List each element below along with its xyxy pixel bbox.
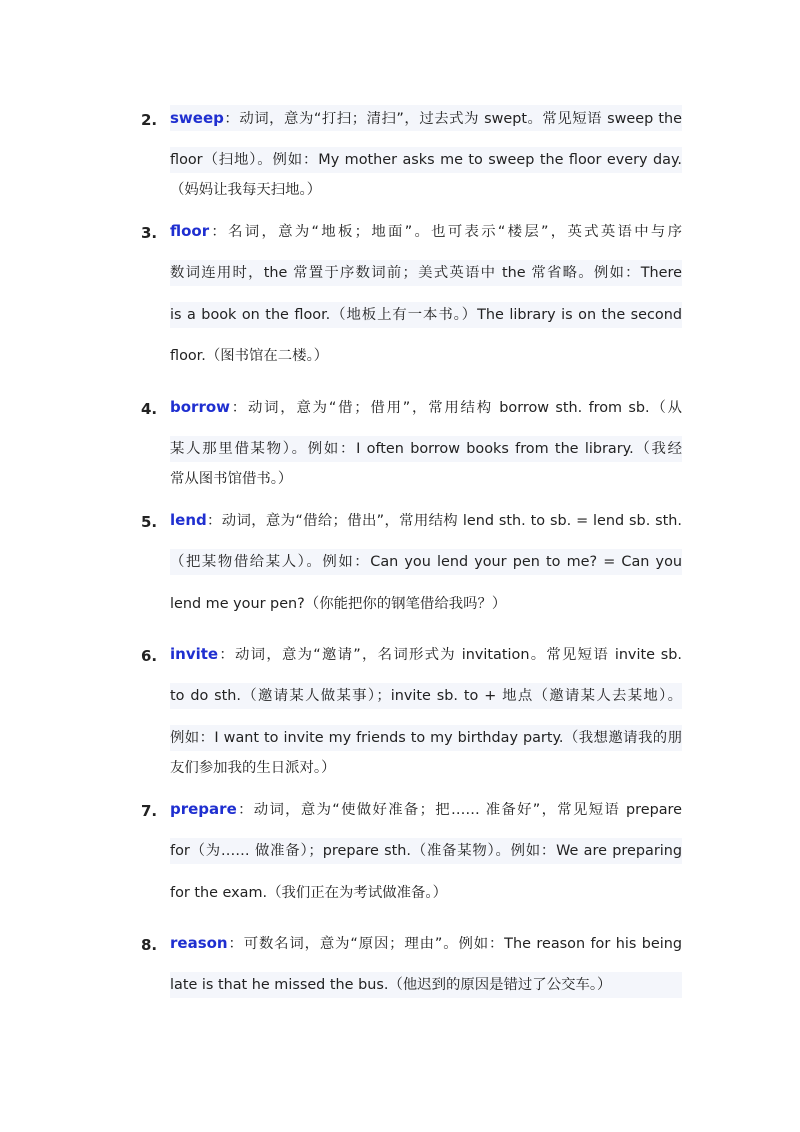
- entry-number: 4.: [141, 400, 158, 418]
- vocab-word: sweep: [170, 109, 224, 127]
- vocab-word: invite: [170, 645, 219, 663]
- entry-line: lend me your pen?（你能把你的钢笔借给我吗？）: [170, 596, 507, 612]
- entry-line: 友们参加我的生日派对。）: [170, 760, 336, 776]
- entry-line: 数词连用时，the 常置于序数词前；美式英语中 the 常省略。例如：There: [170, 260, 682, 286]
- entry-line: 某人那里借某物）。例如：I often borrow books from the library.（我经: [170, 436, 682, 462]
- entry-line: [170, 641, 682, 667]
- entry-line: is a book on the floor.（地板上有一本书。）The library is on the second: [170, 302, 682, 328]
- entry-number: 6.: [141, 647, 158, 665]
- entry-line: for the exam.（我们正在为考试做准备。）: [170, 885, 447, 901]
- entry-line: late is that he missed the bus.（他迟到的原因是错过了公交车。）: [170, 972, 682, 998]
- entry-line: floor.（图书馆在二楼。）: [170, 348, 329, 364]
- entry-number: 7.: [141, 802, 158, 820]
- entry-text: ：可数名词，意为“原因；理由”。例如：The reason for his being: [227, 936, 682, 952]
- entry-text: ：动词，意为“使做好准备；把…… 准备好”，常见短语 prepare: [236, 802, 682, 818]
- vocab-word: prepare: [170, 800, 237, 818]
- entry-line: [170, 218, 682, 244]
- entry-line: 例如：I want to invite my friends to my birthday party.（我想邀请我的朋: [170, 725, 682, 751]
- entry-line: [170, 796, 682, 822]
- entry-text: ：动词，意为“借给；借出”，常用结构 lend sth. to sb. = lend sb. sth.: [206, 513, 682, 529]
- entry-line: [170, 105, 682, 131]
- entry-number: 5.: [141, 513, 158, 531]
- entry-line: （妈妈让我每天扫地。）: [170, 182, 322, 198]
- entry-number: 2.: [141, 111, 158, 129]
- entry-line: 常从图书馆借书。）: [170, 471, 293, 487]
- entry-text: ：动词，意为“借；借用”，常用结构 borrow sth. from sb.（从: [230, 400, 682, 416]
- entry-line: [170, 930, 682, 956]
- vocab-word: borrow: [170, 398, 230, 416]
- entry-text: ：名词，意为“地板；地面”。也可表示“楼层”，英式英语中与序: [209, 224, 682, 240]
- entry-number: 3.: [141, 224, 158, 242]
- entry-line: for（为…… 做准备）；prepare sth.（准备某物）。例如：We are preparing: [170, 838, 682, 864]
- entry-text: ：动词，意为“打扫；清扫”，过去式为 swept。常见短语 sweep the: [223, 111, 682, 127]
- entry-line: to do sth.（邀请某人做某事）；invite sb. to + 地点（邀请某人去某地）。: [170, 683, 682, 709]
- vocab-word: reason: [170, 934, 228, 952]
- entry-text: ：动词，意为“邀请”，名词形式为 invitation。常见短语 invite sb.: [218, 647, 682, 663]
- entry-line: floor（扫地）。例如：My mother asks me to sweep the floor every day.: [170, 147, 682, 173]
- entry-number: 8.: [141, 936, 158, 954]
- entry-line: （把某物借给某人）。例如：Can you lend your pen to me? = Can you: [170, 549, 682, 575]
- entry-line: [170, 507, 682, 533]
- vocab-word: lend: [170, 511, 207, 529]
- vocab-word: floor: [170, 222, 210, 240]
- entry-line: [170, 394, 682, 420]
